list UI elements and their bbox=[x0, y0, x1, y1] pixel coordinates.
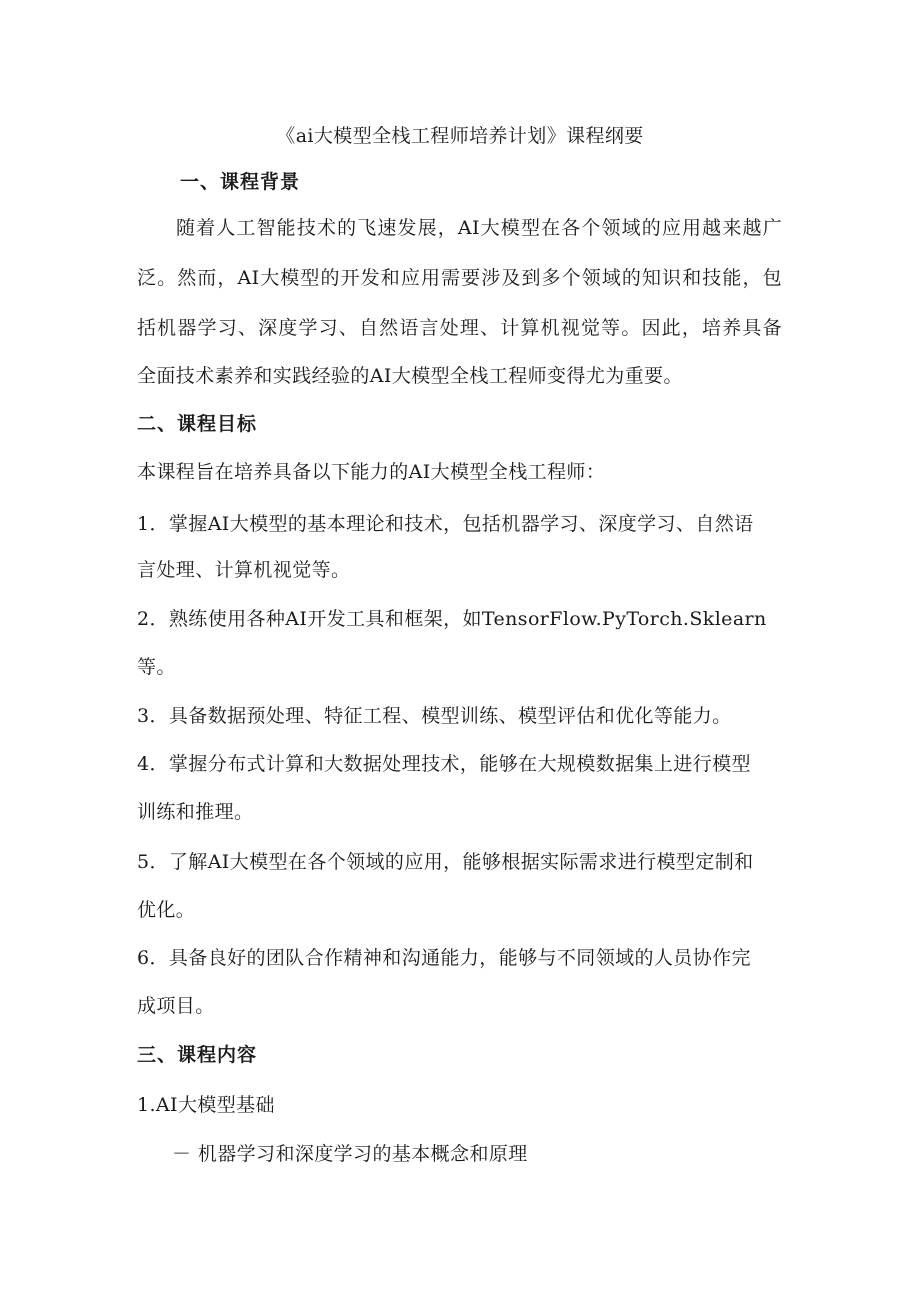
content-subheading-1: 1.AI大模型基础 bbox=[137, 1094, 275, 1116]
section-heading-background: 一、课程背景 bbox=[180, 171, 301, 193]
content-bullet-1: － 机器学习和深度学习的基本概念和原理 bbox=[172, 1143, 528, 1165]
goal-item-5-line-1: 5．了解AI大模型在各个领域的应用，能够根据实际需求进行模型定制和 bbox=[137, 851, 754, 873]
goal-item-6-line-1: 6．具备良好的团队合作精神和沟通能力，能够与不同领域的人员协作完 bbox=[137, 947, 751, 969]
background-paragraph-line-1: 随着人工智能技术的飞速发展，AI大模型在各个领域的应用越来越广 bbox=[176, 217, 782, 239]
goals-intro: 本课程旨在培养具备以下能力的AI大模型全栈工程师： bbox=[137, 461, 606, 483]
goal-item-1-line-1: 1．掌握AI大模型的基本理论和技术，包括机器学习、深度学习、自然语 bbox=[137, 513, 754, 535]
section-heading-content: 三、课程内容 bbox=[137, 1044, 258, 1066]
background-paragraph-line-2: 泛。然而，AI大模型的开发和应用需要涉及到多个领域的知识和技能，包 bbox=[137, 267, 782, 289]
goal-item-5-line-2: 优化。 bbox=[137, 899, 196, 921]
background-paragraph-line-4: 全面技术素养和实践经验的AI大模型全栈工程师变得尤为重要。 bbox=[137, 365, 683, 387]
goal-item-2-line-2: 等。 bbox=[137, 656, 176, 678]
goal-item-2-line-1: 2．熟练使用各种AI开发工具和框架，如TensorFlow.PyTorch.Sklearn bbox=[137, 608, 767, 630]
goal-item-1-line-2: 言处理、计算机视觉等。 bbox=[137, 559, 351, 581]
goal-item-4-line-2: 训练和推理。 bbox=[137, 801, 254, 823]
section-heading-goals: 二、课程目标 bbox=[137, 413, 258, 435]
document-title: 《ai大模型全栈工程师培养计划》课程纲要 bbox=[276, 125, 644, 147]
goal-item-3-line-1: 3．具备数据预处理、特征工程、模型训练、模型评估和优化等能力。 bbox=[137, 705, 732, 727]
goal-item-4-line-1: 4．掌握分布式计算和大数据处理技术，能够在大规模数据集上进行模型 bbox=[137, 753, 751, 775]
background-paragraph-line-3: 括机器学习、深度学习、自然语言处理、计算机视觉等。因此，培养具备 bbox=[137, 317, 782, 339]
goal-item-6-line-2: 成项目。 bbox=[137, 995, 215, 1017]
